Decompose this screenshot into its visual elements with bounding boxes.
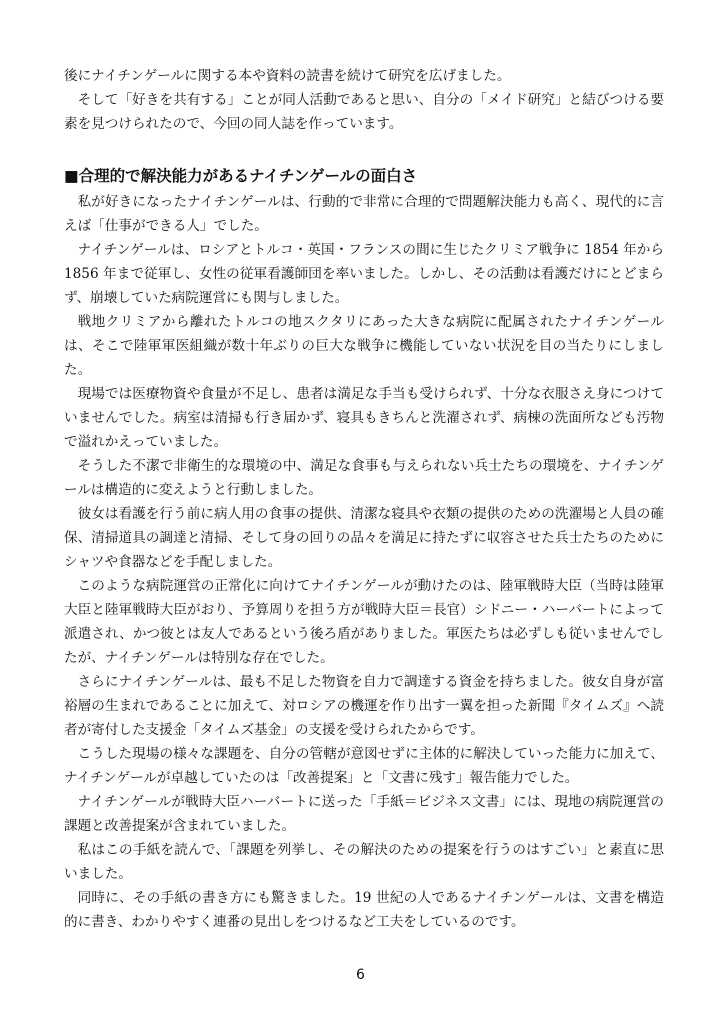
section-paragraph-6: 彼女は看護を行う前に病人用の食事の提供、清潔な寝具や衣類の提供のための洗濯場と人員の確保、清掃道具の調達と清掃、そして身の回りの品々を満足に持たずに収容させた兵士たちのためにシャツや食器などを手配しました。 xyxy=(64,506,664,570)
section-paragraph-2: ナイチンゲールは、ロシアとトルコ・英国・フランスの間に生じたクリミア戦争に 1854 年から 1856 年まで従軍し、女性の従軍看護師団を率いました。しかし、その活動は看護だけにとどまらず、崩壊していた病院運営にも関与しました。 xyxy=(64,242,664,306)
section-paragraph-10: ナイチンゲールが戦時大臣ハーバートに送った「手紙＝ビジネス文書」には、現地の病院運営の課題と改善提案が含まれていました。 xyxy=(64,794,664,834)
section-paragraph-1: 私が好きになったナイチンゲールは、行動的で非常に合理的で問題解決能力も高く、現代的に言えば「仕事ができる人」でした。 xyxy=(64,194,664,234)
section-paragraph-5: そうした不潔で非衛生的な環境の中、満足な食事も与えられない兵士たちの環境を、ナイチンゲールは構造的に変えようと行動しました。 xyxy=(64,458,664,498)
section-paragraph-8: さらにナイチンゲールは、最も不足した物資を自力で調達する資金を持ちました。彼女自身が富裕層の生まれであることに加えて、対ロシアの機運を作り出す一翼を担った新聞『タイムズ』へ読者が寄付した支援金「タイムズ基金」の支援を受けられたからです。 xyxy=(64,674,664,738)
page-number: 6 xyxy=(356,967,365,983)
section-paragraph-9: こうした現場の様々な課題を、自分の管轄が意図せずに主体的に解決していった能力に加えて、ナイチンゲールが卓越していたのは「改善提案」と「文書に残す」報告能力でした。 xyxy=(64,746,664,786)
section-paragraph-11: 私はこの手紙を読んで、「課題を列挙し、その解決のための提案を行うのはすごい」と素直に思いました。 xyxy=(64,842,664,882)
section-paragraph-7: このような病院運営の正常化に向けてナイチンゲールが動けたのは、陸軍戦時大臣（当時は陸軍大臣と陸軍戦時大臣がおり、予算周りを担う方が戦時大臣＝長官）シドニー・ハーバートによって派遣され、かつ彼とは友人であるという後ろ盾がありました。軍医たちは必ずしも従いませんでしたが、ナイチンゲールは特別な存在でした。 xyxy=(64,578,664,666)
section-paragraph-3: 戦地クリミアから離れたトルコの地スクタリにあった大きな病院に配属されたナイチンゲールは、そこで陸軍軍医組織が数十年ぶりの巨大な戦争に機能していない状況を目の当たりにしました。 xyxy=(64,314,664,378)
intro-paragraph-1: 後にナイチンゲールに関する本や資料の読書を続けて研究を広げました。 xyxy=(64,68,511,84)
section-paragraph-4: 現場では医療物資や食量が不足し、患者は満足な手当も受けられず、十分な衣服さえ身につけていませんでした。病室は清掃も行き届かず、寝具もきちんと洗濯されず、病棟の洗面所なども汚物で溢れかえっていました。 xyxy=(64,386,664,450)
page-body xyxy=(64,64,664,934)
section-paragraph-12: 同時に、その手紙の書き方にも驚きました。19 世紀の人であるナイチンゲールは、文書を構造的に書き、わかりやすく連番の見出しをつけるなど工夫をしているのです。 xyxy=(64,890,664,930)
intro-paragraph-2: そして「好きを共有する」ことが同人活動であると思い、自分の「メイド研究」と結びつける要素を見つけられたので、今回の同人誌を作っています。 xyxy=(64,92,664,132)
section-heading: ■合理的で解決能力があるナイチンゲールの面白さ xyxy=(64,167,418,185)
